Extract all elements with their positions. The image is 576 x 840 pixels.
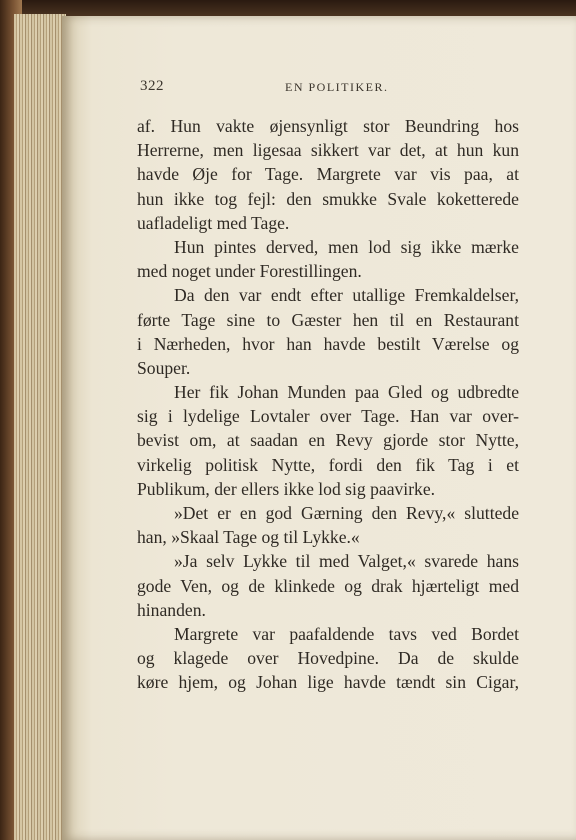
text-line: uafladeligt med Tage. [137, 212, 290, 233]
page-edges [14, 14, 66, 840]
text-line: »Ja selv Lykke til med Valget,« svarede hans [174, 551, 519, 572]
page-header [140, 78, 520, 98]
text-line: i Nærheden, hvor han havde bestilt Værelse og [137, 333, 519, 354]
text-line: Hun pintes derved, men lod sig ikke mærke [174, 236, 519, 257]
text-line: sig i lydelige Lovtaler over Tage. Han var over- [137, 406, 519, 427]
text-line: hinanden. [137, 599, 206, 620]
text-line: han, »Skaal Tage og til Lykke.« [137, 527, 360, 548]
text-line: køre hjem, og Johan lige havde tændt sin Cigar, [137, 672, 519, 693]
text-line: Da den var endt efter utallige Fremkaldelser, [174, 285, 519, 306]
running-title: EN POLITIKER. [285, 80, 389, 94]
text-line: førte Tage sine to Gæster hen til en Restaurant [137, 309, 519, 330]
text-line: Publikum, der ellers ikke lod sig paavirke. [137, 478, 436, 499]
book-top-shadow [0, 0, 576, 16]
text-line: havde Øje for Tage. Margrete var vis paa, at [137, 164, 519, 185]
text-line: Herrerne, men ligesaa sikkert var det, at hun kun [137, 140, 519, 161]
page-number: 322 [140, 78, 164, 94]
text-line: virkelig politisk Nytte, fordi den fik Tag i et [137, 454, 519, 475]
body-text [137, 114, 519, 695]
text-line: og klagede over Hovedpine. Da de skulde [137, 648, 519, 669]
text-line: af. Hun vakte øjensynligt stor Beundring hos [137, 116, 519, 136]
text-line: Margrete var paafaldende tavs ved Bordet [174, 623, 519, 644]
text-line: bevist om, at saadan en Revy gjorde stor Nytte, [137, 430, 519, 451]
text-line: gode Ven, og de klinkede og drak hjærteligt med [137, 575, 519, 596]
text-line: med noget under Forestillingen. [137, 261, 362, 282]
text-line: Souper. [137, 357, 191, 378]
text-line: hun ikke tog fejl: den smukke Svale koketterede [137, 188, 519, 209]
text-line: »Det er en god Gærning den Revy,« sluttede [174, 503, 519, 523]
text-line: Her fik Johan Munden paa Gled og udbredte [174, 382, 519, 403]
